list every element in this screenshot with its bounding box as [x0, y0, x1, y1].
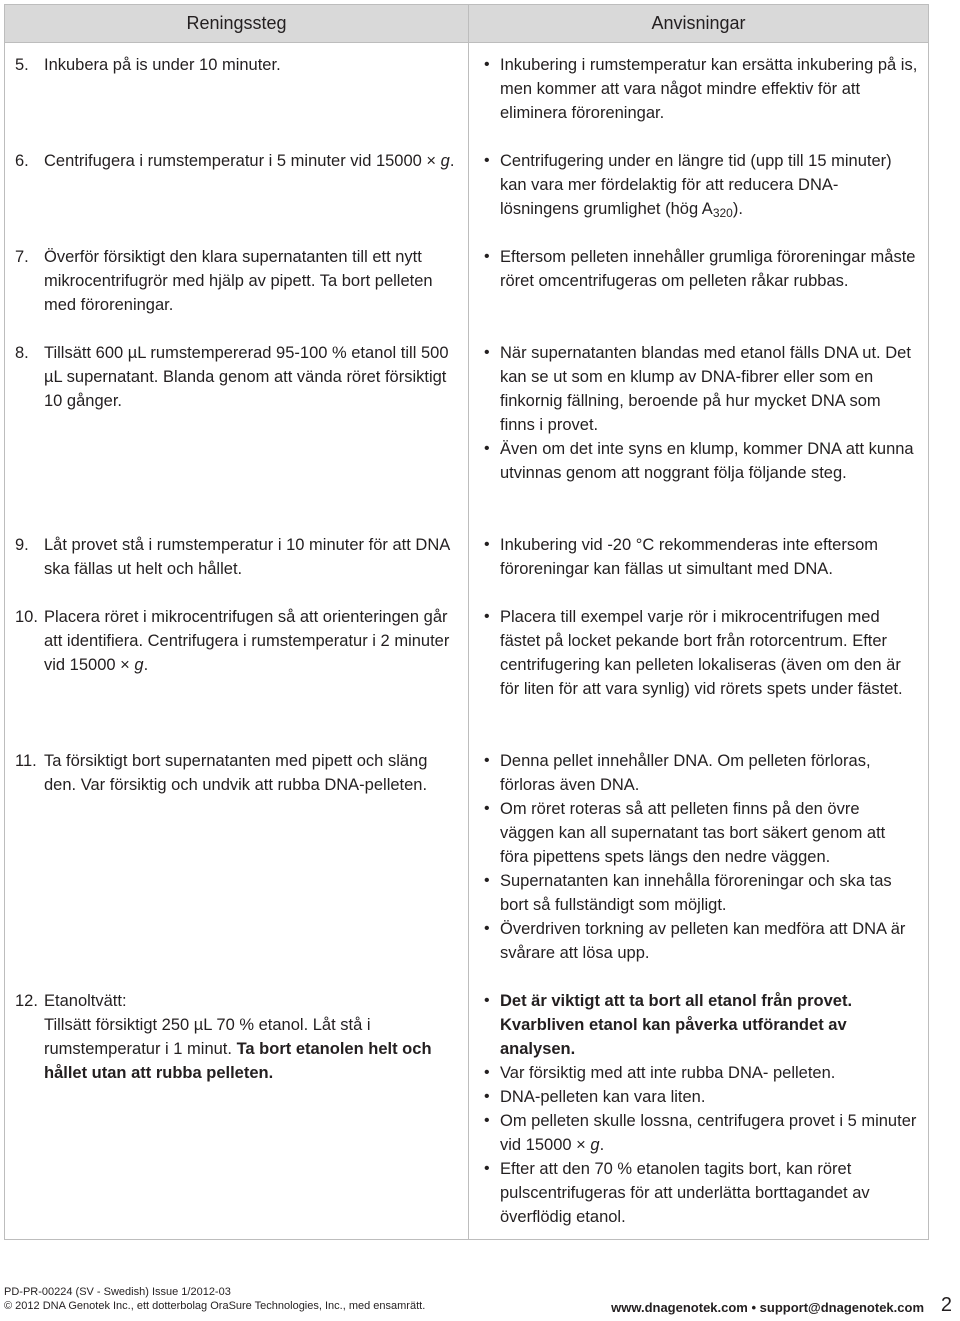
list-item: • Centrifugering under en längre tid (upp till 15 minuter) kan vara mer fördelaktig för att reducera DNA- lösningens grumlighet (hög $A_{320}$). [484, 149, 918, 221]
bullet-icon: • [484, 536, 490, 553]
list-item: • Överdriven torkning av pelleten kan medföra att DNA är svårare att lösa upp. [484, 917, 918, 965]
step-text: Tillsätt 600 µL rumstempererad 95-100 % etanol till 500 µL supernatant. Blanda genom att vända röret försiktigt 10 gånger. [44, 344, 449, 410]
page-number: 2 [940, 1294, 952, 1316]
step-10: 10. Placera röret i mikrocentrifugen så att orienteringen går att identifiera. Centrifugera i rumstemperatur i 2 minuter vid 15000 × g. [5, 605, 468, 677]
notes-list [469, 149, 928, 221]
bullet-icon: • [484, 872, 490, 889]
list-item: • Även om det inte syns en klump, kommer DNA att kunna utvinnas genom att noggrant följa följande steg. [484, 437, 918, 485]
list-item: • Placera till exempel varje rör i mikrocentrifugen med fästet på locket pekande bort från rotorcentrum. Efter centrifugering kan pelleten lokaliseras (även om den är för liten för att vara synlig) vid rörets spets under fästet. [484, 605, 918, 701]
bullet-icon: • [484, 1064, 490, 1081]
list-item: • Eftersom pelleten innehåller grumliga föroreningar måste röret omcentrifugeras om pelleten råkar rubbas. [484, 245, 918, 293]
table-row [5, 605, 929, 749]
bullet-icon: • [484, 440, 490, 457]
bullet-icon: • [484, 800, 490, 817]
column-header-steps: Reningssteg [5, 5, 469, 43]
list-item: • Inkubering vid -20 °C rekommenderas inte eftersom föroreningar kan fällas ut simultant med DNA. [484, 533, 918, 581]
bullet-icon: • [484, 752, 490, 769]
bullet-icon: • [484, 1160, 490, 1177]
notes-list [469, 533, 928, 581]
table-row [5, 149, 929, 245]
notes-list [469, 341, 928, 485]
step-8: 8. Tillsätt 600 µL rumstempererad 95-100 % etanol till 500 µL supernatant. Blanda genom att vända röret försiktigt 10 gånger. [5, 341, 468, 413]
bullet-icon: • [484, 56, 490, 73]
step-text: Överför försiktigt den klara supernatanten till ett nytt mikrocentrifugrör med hjälp av pipett. Ta bort pelleten med föroreningar. [44, 248, 433, 314]
bullet-icon: • [484, 1088, 490, 1105]
step-6: 6. Centrifugera i rumstemperatur i 5 minuter vid 15000 × g. [5, 149, 468, 173]
list-item: • Inkubering i rumstemperatur kan ersätta inkubering på is, men kommer att vara något mindre effektiv för att eliminera föroreningar. [484, 53, 918, 125]
list-item: • DNA-pelleten kan vara liten. [484, 1085, 918, 1109]
step-9: 9. Låt provet stå i rumstemperatur i 10 minuter för att DNA ska fällas ut helt och hållet. [5, 533, 468, 581]
notes-list [469, 245, 928, 293]
list-item: • Var försiktig med att inte rubba DNA- pelleten. [484, 1061, 918, 1085]
step-text: Placera röret i mikrocentrifugen så att orienteringen går att identifiera. Centrifugera i rumstemperatur i 2 minuter vid 15000 × g. [44, 608, 450, 674]
table-row [5, 749, 929, 989]
list-item: • Om pelleten skulle lossna, centrifugera provet i 5 minuter vid 15000 × g. [484, 1109, 918, 1157]
step-7: 7. Överför försiktigt den klara supernatanten till ett nytt mikrocentrifugrör med hjälp av pipett. Ta bort pelleten med föroreningar. [5, 245, 468, 317]
bullet-icon: • [484, 992, 490, 1009]
step-5: 5. Inkubera på is under 10 minuter. [5, 53, 468, 77]
bullet-icon: • [484, 344, 490, 361]
step-text: Ta försiktigt bort supernatanten med pipett och släng den. Var försiktig och undvik att rubba DNA-pelleten. [44, 752, 428, 794]
bullet-icon: • [484, 152, 490, 169]
procedure-table [4, 4, 929, 1240]
bullet-icon: • [484, 1112, 490, 1129]
table-row [5, 533, 929, 605]
bullet-icon: • [484, 248, 490, 265]
list-item: • Supernatanten kan innehålla föroreningar och ska tas bort så fullständigt som möjligt. [484, 869, 918, 917]
step-11: 11. Ta försiktigt bort supernatanten med pipett och släng den. Var försiktig och undvik att rubba DNA-pelleten. [5, 749, 468, 797]
notes-list [469, 749, 928, 965]
notes-list [469, 605, 928, 701]
table-row [5, 341, 929, 533]
step-12: 12. Etanoltvätt: Tillsätt försiktigt 250 µL 70 % etanol. Låt stå i rumstemperatur i 1 minut. Ta bort etanolen helt och hållet utan att rubba pelleten. [5, 989, 468, 1085]
table-row [5, 245, 929, 341]
table-row [5, 43, 929, 150]
bullet-icon: • [484, 920, 490, 937]
contact-info: www.dnagenotek.com • support@dnagenotek.com [611, 1300, 924, 1315]
step-text: Låt provet stå i rumstemperatur i 10 minuter för att DNA ska fällas ut helt och hållet. [44, 536, 450, 578]
notes-list [469, 53, 928, 125]
table-row [5, 989, 929, 1240]
document-id: PD-PR-00224 (SV - Swedish) Issue 1/2012-03 [4, 1286, 231, 1298]
list-item: • Det är viktigt att ta bort all etanol från provet. Kvarbliven etanol kan påverka utförandet av analysen. [484, 989, 918, 1061]
column-header-instructions: Anvisningar [469, 5, 929, 43]
list-item: • När supernatanten blandas med etanol fälls DNA ut. Det kan se ut som en klump av DNA-fibrer eller som en finkornig fällning, beroende på hur mycket DNA som finns i provet. [484, 341, 918, 437]
copyright-text: © 2012 DNA Genotek Inc., ett dotterbolag OraSure Technologies, Inc., med ensamrätt. [4, 1300, 426, 1312]
step-text: Centrifugera i rumstemperatur i 5 minuter vid 15000 × g. [44, 152, 455, 170]
list-item: • Denna pellet innehåller DNA. Om pelleten förloras, förloras även DNA. [484, 749, 918, 797]
notes-list [469, 989, 928, 1229]
step-text: Etanoltvätt: Tillsätt försiktigt 250 µL 70 % etanol. Låt stå i rumstemperatur i 1 minut. Ta bort etanolen helt och hållet utan att rubba pelleten. [44, 992, 432, 1082]
step-text: Inkubera på is under 10 minuter. [44, 56, 281, 74]
list-item: • Om röret roteras så att pelleten finns på den övre väggen kan all supernatant tas bort säkert genom att föra pipettens spets längs den nedre väggen. [484, 797, 918, 869]
bullet-icon: • [484, 608, 490, 625]
list-item: • Efter att den 70 % etanolen tagits bort, kan röret pulscentrifugeras för att underlätta borttagandet av överflödig etanol. [484, 1157, 918, 1229]
